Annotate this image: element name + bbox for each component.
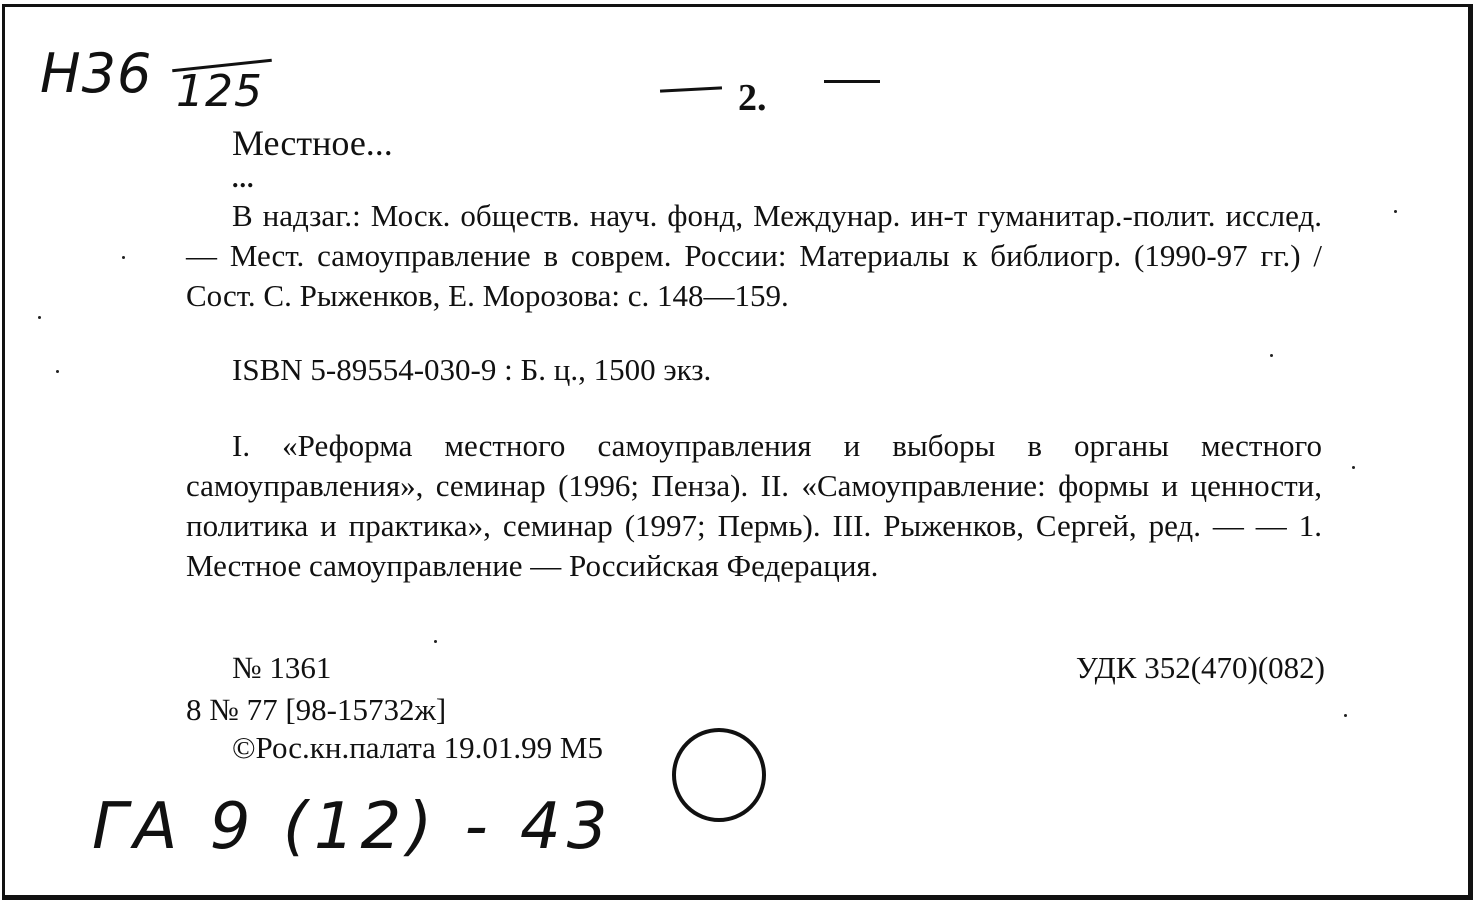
scan-speck bbox=[1352, 466, 1355, 469]
call-number-handwritten: ГА 9 (12) - 43 bbox=[92, 790, 614, 864]
stamp-circle bbox=[672, 728, 766, 822]
scan-speck bbox=[1344, 714, 1347, 717]
scan-speck bbox=[38, 316, 41, 319]
page-number: 2. bbox=[738, 77, 767, 119]
shelf-mark-sub: 125 bbox=[176, 66, 263, 117]
copyright-line: ©Рос.кн.палата 19.01.99 М5 bbox=[232, 730, 604, 765]
scan-speck bbox=[1270, 354, 1273, 357]
scan-speck bbox=[56, 370, 59, 373]
udc-code: УДК 352(470)(082) bbox=[1075, 650, 1325, 685]
order-line: 8 № 77 [98-15732ж] bbox=[186, 692, 447, 727]
record-title: Местное... bbox=[232, 123, 393, 163]
title-ellipsis: ... bbox=[232, 164, 255, 193]
annotation-text: В надзаг.: Моск. обществ. науч. фонд, Междунар. ин-т гуманитар.-полит. исслед. — Мест. самоуправление в соврем. России: Материалы к библиогр. (1990-97 гг.) / Сост. С. Рыженков, Е. Морозова: с. 148—159. bbox=[186, 198, 1322, 313]
headings-paragraph bbox=[186, 426, 1322, 586]
shelf-mark: Н36 bbox=[40, 42, 153, 105]
isbn-line: ISBN 5-89554-030-9 : Б. ц., 1500 экз. bbox=[232, 352, 712, 387]
headings-text: I. «Реформа местного самоуправления и выборы в органы местного самоуправления», семинар (1996; Пенза). II. «Самоуправление: формы и ценности, политика и практика», семинар (1997; Пермь). III. Рыженков, Сергей, ред. — — 1. Местное самоуправление — Российская Федерация. bbox=[186, 428, 1322, 583]
annotation-paragraph bbox=[186, 196, 1322, 316]
scan-speck bbox=[122, 256, 125, 259]
scan-speck bbox=[434, 640, 437, 643]
record-number: № 1361 bbox=[232, 650, 332, 685]
scan-speck bbox=[1394, 210, 1397, 213]
page-dash-right bbox=[824, 80, 880, 83]
